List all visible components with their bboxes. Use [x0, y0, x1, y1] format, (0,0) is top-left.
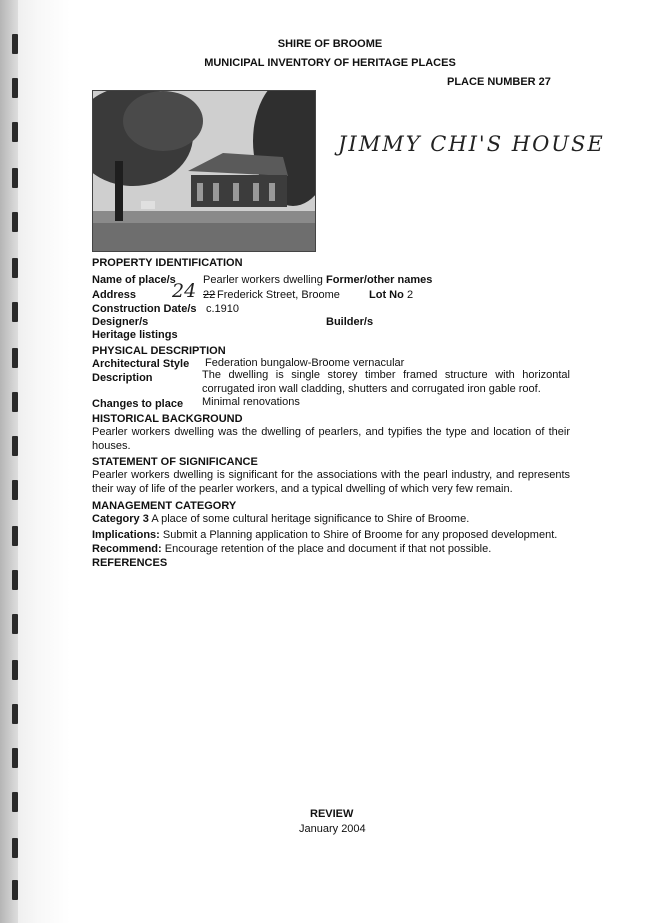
- historical-text: Pearler workers dwelling was the dwelling of pearlers, and typifies the type and location of their houses.: [92, 426, 570, 452]
- binding-edge: [0, 0, 70, 923]
- binding-hole: [12, 748, 18, 768]
- builder-label: Builder/s: [326, 316, 374, 328]
- references-heading: REFERENCES: [92, 557, 168, 569]
- binding-hole: [12, 526, 18, 546]
- binding-hole: [12, 168, 18, 188]
- historical-heading: HISTORICAL BACKGROUND: [92, 413, 243, 425]
- binding-hole: [12, 704, 18, 724]
- significance-heading: STATEMENT OF SIGNIFICANCE: [92, 456, 258, 468]
- binding-hole: [12, 838, 18, 858]
- description-label: Description: [92, 372, 153, 384]
- binding-hole: [12, 480, 18, 500]
- name-value: Pearler workers dwelling: [203, 274, 323, 286]
- house-photo: [92, 90, 316, 252]
- binding-hole: [12, 392, 18, 412]
- review-label: REVIEW: [310, 808, 354, 820]
- binding-hole: [12, 880, 18, 900]
- heritage-label: Heritage listings: [92, 329, 178, 341]
- binding-hole: [12, 660, 18, 680]
- style-value: Federation bungalow-Broome vernacular: [205, 357, 405, 369]
- place-number: PLACE NUMBER 27: [447, 76, 551, 88]
- management-heading: MANAGEMENT CATEGORY: [92, 500, 237, 512]
- binding-hole: [12, 34, 18, 54]
- implications-line: [92, 529, 557, 542]
- binding-hole: [12, 792, 18, 812]
- shire-title: SHIRE OF BROOME: [277, 38, 383, 50]
- implications-label: Implications:: [92, 529, 160, 541]
- address-value: Frederick Street, Broome: [217, 289, 340, 301]
- binding-hole: [12, 258, 18, 278]
- implications-text: Submit a Planning application to Shire of Broome for any proposed development.: [162, 529, 558, 541]
- handwritten-address-number: 24: [172, 280, 197, 302]
- binding-hole: [12, 78, 18, 98]
- inventory-title: MUNICIPAL INVENTORY OF HERITAGE PLACES: [204, 57, 456, 69]
- name-label: Name of place/s: [92, 274, 176, 286]
- category-line: [92, 513, 469, 526]
- lot-label: Lot No: [369, 289, 404, 301]
- property-heading: PROPERTY IDENTIFICATION: [92, 257, 243, 269]
- address-label: Address: [92, 289, 137, 301]
- handwritten-house-name: JIMMY CHI'S HOUSE: [338, 132, 605, 156]
- recommend-text: Encourage retention of the place and document if that not possible.: [164, 543, 492, 555]
- former-names-label: Former/other names: [326, 274, 433, 286]
- binding-hole: [12, 212, 18, 232]
- binding-hole: [12, 348, 18, 368]
- changes-label: Changes to place: [92, 398, 184, 410]
- review-date: January 2004: [299, 823, 366, 835]
- binding-hole: [12, 122, 18, 142]
- construction-label: Construction Date/s: [92, 303, 197, 315]
- binding-hole: [12, 614, 18, 634]
- description-value: The dwelling is single storey timber framed structure with horizontal corrugated iron wall cladding, shutters and corrugated iron gable roof.: [202, 369, 570, 395]
- lot-value: 2: [407, 289, 414, 301]
- designer-label: Designer/s: [92, 316, 149, 328]
- category-label: Category 3: [92, 513, 149, 525]
- significance-text: Pearler workers dwelling is significant for the associations with the pearl industry, and represents their way of life of the pearler workers, and a typical dwelling of which very few remain.: [92, 469, 570, 495]
- address-struck-number: 22: [203, 289, 216, 301]
- physical-heading: PHYSICAL DESCRIPTION: [92, 345, 226, 357]
- binding-hole: [12, 436, 18, 456]
- changes-value: Minimal renovations: [202, 396, 300, 408]
- construction-value: c.1910: [206, 303, 240, 315]
- recommend-line: [92, 543, 491, 556]
- category-text: A place of some cultural heritage significance to Shire of Broome.: [151, 513, 470, 525]
- binding-hole: [12, 570, 18, 590]
- recommend-label: Recommend:: [92, 543, 162, 555]
- style-label: Architectural Style: [92, 358, 190, 370]
- binding-hole: [12, 302, 18, 322]
